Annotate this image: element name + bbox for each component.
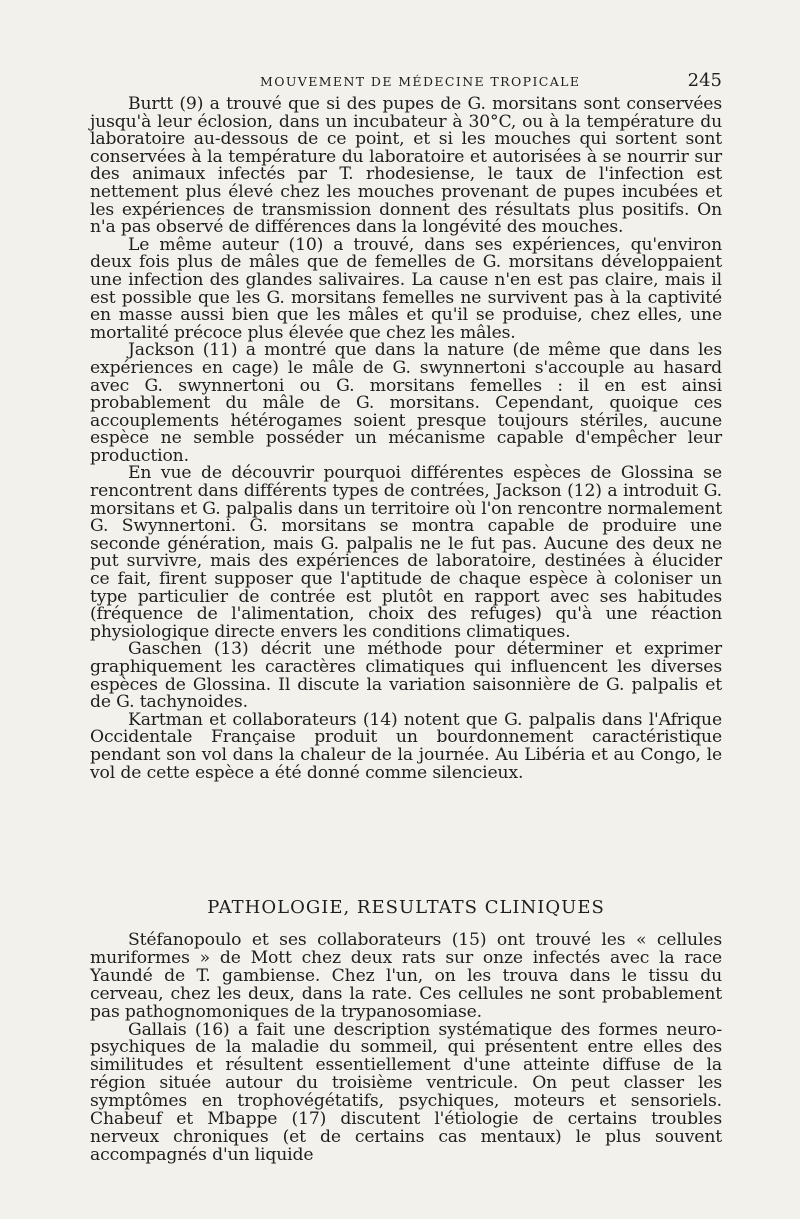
page-number: 245 <box>687 70 722 91</box>
paragraph-gaschen: Gaschen (13) décrit une méthode pour déterminer et exprimer graphiquement les caractères climatiques qui influencent les diverses espèces de Glossina. Il discute la variation saisonnière de G. palpalis et de G. tachynoides. <box>90 639 722 713</box>
paragraph-gallais: Gallais (16) a fait une description systématique des formes neuro-psychiques de la maladie du sommeil, qui présentent entre elles des similitudes et résultent essentiellement d'une atteinte diffuse de la région située autour du troisième ventricule. On peut classer les symptômes en trophovégétatifs, psychiques, moteurs et sensoriels. Chabeuf et Mbappe (17) discutent l'étiologie de certains troubles nerveux chroniques (et de certains cas mentaux) le plus souvent accompagnés d'un liquide <box>90 1019 722 1165</box>
paragraph-meme-auteur: Le même auteur (10) a trouvé, dans ses expériences, qu'environ deux fois plus de mâles que de femelles de G. morsitans développaient une infection des glandes salivaires. La cause n'en est pas claire, mais il est possible que les G. morsitans femelles ne survivent pas à la captivité en masse aussi bien que les mâles et qu'il se produise, chez elles, une mortalité précoce plus élevée que chez les mâles. <box>90 234 722 343</box>
paragraph-jackson-11: Jackson (11) a montré que dans la nature (de même que dans les expériences en cage) le mâle de G. swynnertoni s'accouple au hasard avec G. swynnertoni ou G. morsitans femelles : il en est ainsi probablement du mâle de G. morsitans. Cependant, quoique ces accouplements hétérogames soient presque toujours stériles, aucune espèce ne semble posséder un mécanisme capable d'empêcher leur production. <box>90 340 722 466</box>
section-body <box>90 932 722 1165</box>
page-header <box>90 70 722 96</box>
paragraph-kartman: Kartman et collaborateurs (14) notent que G. palpalis dans l'Afrique Occidentale Française produit un bourdonnement caractéristique pendant son vol dans la chaleur de la journée. Au Libéria et au Congo, le vol de cette espèce a été donné comme silencieux. <box>90 709 722 783</box>
running-title: MOUVEMENT DE MÉDECINE TROPICALE <box>260 74 581 89</box>
paragraph-stefanopoulo: Stéfanopoulo et ses collaborateurs (15) ont trouvé les « cellules muriformes » de Mott chez deux rats sur onze infectés avec la race Yaundé de T. gambiense. Chez l'un, on les trouva dans le tissu du cerveau, chez les deux, dans la rate. Ces cellules ne sont probablement pas pathognomoniques de la trypanosomiase. <box>90 930 722 1022</box>
paragraph-burtt: Burtt (9) a trouvé que si des pupes de G. morsitans sont conservées jusqu'à leur éclosion, dans un incubateur à 30°C, ou à la température du laboratoire au-dessous de ce point, et si les mouches qui sortent sont conservées à la température du laboratoire et autorisées à se nourrir sur des animaux infectés par T. rhodesiense, le taux de l'infection est nettement plus élevé chez les mouches provenant de pupes incubées et les expériences de transmission donnent des résultats plus positifs. On n'a pas observé de différences dans la longévité des mouches. <box>90 94 722 238</box>
paragraph-jackson-12: En vue de découvrir pourquoi différentes espèces de Glossina se rencontrent dans différents types de contrées, Jackson (12) a introduit G. morsitans et G. palpalis dans un territoire où l'on rencontre normalement G. Swynnertoni. G. morsitans se montra capable de produire une seconde génération, mais G. palpalis ne le fut pas. Aucune des deux ne put survivre, mais des expériences de laboratoire, destinées à élucider ce fait, firent supposer que l'aptitude de chaque espèce à coloniser un type particulier de contrée est plutôt en rapport avec ses habitudes (fréquence de l'alimentation, choix des refuges) qu'à une réaction physiologique directe envers les conditions climatiques. <box>90 463 722 642</box>
section-heading: PATHOLOGIE, RESULTATS CLINIQUES <box>207 897 605 918</box>
body-text <box>90 96 722 782</box>
